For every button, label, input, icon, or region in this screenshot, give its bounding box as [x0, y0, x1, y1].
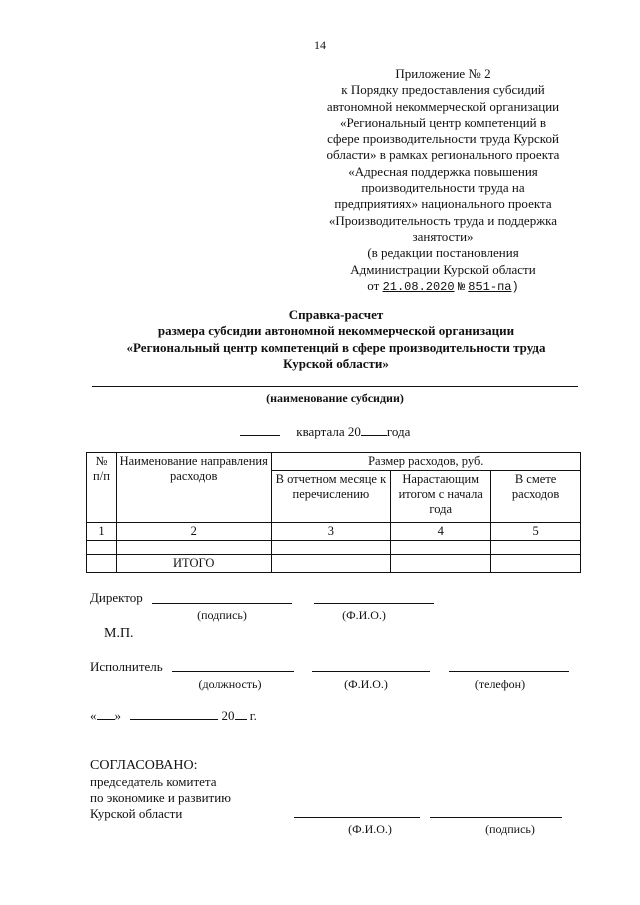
resolution-date-line — [300, 278, 586, 295]
executor-phone-caption: (телефон) — [474, 677, 526, 691]
table-cell — [116, 541, 271, 555]
header-estimate: В смете расходов — [491, 471, 581, 523]
appendix-line: сфере производительности труда Курской — [327, 131, 559, 147]
number-sign: № — [457, 279, 466, 294]
date-prefix: от — [367, 277, 380, 293]
date-line — [90, 708, 257, 724]
executor-position-caption: (должность) — [198, 677, 262, 691]
quarter-blank — [240, 435, 280, 436]
table-cell — [391, 555, 491, 573]
title-line: Справка-расчет — [288, 307, 384, 322]
date-year-blank — [235, 719, 247, 720]
executor-fio-line — [312, 671, 430, 672]
appendix-line: занятости» — [412, 228, 474, 244]
appendix-line: «Производительность труда и поддержка — [328, 212, 558, 228]
total-label: ИТОГО — [116, 555, 271, 573]
table-row — [87, 555, 581, 573]
appendix-line: предприятиях» национального проекта — [334, 196, 552, 212]
appendix-block — [300, 66, 586, 295]
approval-signature-line — [430, 817, 562, 818]
appendix-line: автономной некоммерческой организации — [326, 98, 560, 114]
approval-line: по экономике и развитию — [90, 790, 231, 805]
column-number: 5 — [491, 523, 581, 541]
column-number: 2 — [116, 523, 271, 541]
subsidy-name-caption: (наименование субсидии) — [266, 391, 404, 405]
document-title — [80, 307, 592, 373]
table-cell — [87, 541, 117, 555]
executor-position-line — [172, 671, 294, 672]
title-line: размера субсидии автономной некоммерческой организации — [157, 323, 515, 339]
header-cumulative: Нарастающим итогом с начала года — [391, 471, 491, 523]
year-blank — [361, 435, 387, 436]
calculation-table — [86, 452, 581, 573]
quarter-word: квартала — [296, 424, 345, 439]
approval-signature-caption: (подпись) — [485, 822, 535, 836]
date-suffix: ) — [511, 279, 519, 294]
title-line: «Региональный центр компетенций в сфере производительности труда — [126, 339, 546, 355]
executor-phone-line — [449, 671, 569, 672]
appendix-line: «Региональный центр компетенций в — [339, 114, 547, 130]
executor-fio-caption: (Ф.И.О.) — [344, 677, 388, 691]
appendix-line: Администрации Курской области — [350, 261, 536, 277]
appendix-line: к Порядку предоставления субсидий — [341, 82, 545, 98]
approval-line: Курской области — [90, 806, 183, 821]
date-year-suffix: г. — [249, 708, 257, 723]
page-number: 14 — [314, 38, 326, 52]
subsidy-name-line — [92, 386, 578, 387]
date-year-prefix: 20 — [221, 708, 235, 723]
table-cell — [271, 555, 391, 573]
quarter-line — [240, 424, 410, 440]
close-quote: » — [114, 708, 121, 723]
executor-label: Исполнитель — [90, 659, 163, 674]
header-number: № п/п — [87, 453, 117, 523]
approval-block — [90, 758, 231, 822]
table-cell — [271, 541, 391, 555]
table-cell — [87, 555, 117, 573]
table-row — [87, 541, 581, 555]
approval-fio-caption: (Ф.И.О.) — [348, 822, 392, 836]
open-quote: « — [90, 708, 97, 723]
header-current-month: В отчетном месяце к перечислению — [271, 471, 391, 523]
table-cell — [491, 555, 581, 573]
appendix-line: (в редакции постановления — [367, 245, 519, 261]
director-fio-line — [314, 603, 434, 604]
director-signature-caption: (подпись) — [197, 608, 247, 622]
approval-heading: СОГЛАСОВАНО: — [90, 758, 198, 773]
approval-fio-line — [294, 817, 420, 818]
director-signature-line — [152, 603, 292, 604]
column-number: 4 — [391, 523, 491, 541]
director-label: Директор — [90, 590, 143, 605]
approval-line: председатель комитета — [90, 774, 217, 789]
year-word: года — [386, 424, 411, 439]
column-number: 1 — [87, 523, 117, 541]
table-cell — [491, 541, 581, 555]
appendix-line: Приложение № 2 — [395, 66, 491, 81]
resolution-number: 851-па — [468, 279, 512, 294]
table-cell — [391, 541, 491, 555]
director-fio-caption: (Ф.И.О.) — [342, 608, 386, 622]
stamp-label: М.П. — [104, 626, 134, 641]
title-line: Курской области» — [283, 356, 389, 372]
month-blank — [130, 719, 218, 720]
appendix-line: области» в рамках регионального проекта — [326, 147, 560, 163]
appendix-line: производительности труда на — [361, 180, 525, 196]
header-expense-name: Наименование направления расходов — [116, 453, 271, 523]
table-row — [87, 523, 581, 541]
day-blank — [97, 719, 115, 720]
appendix-line: «Адресная поддержка повышения — [348, 163, 538, 179]
year-prefix: 20 — [347, 424, 361, 439]
header-expense-size: Размер расходов, руб. — [271, 453, 580, 471]
resolution-date: 21.08.2020 — [382, 279, 455, 294]
column-number: 3 — [271, 523, 391, 541]
